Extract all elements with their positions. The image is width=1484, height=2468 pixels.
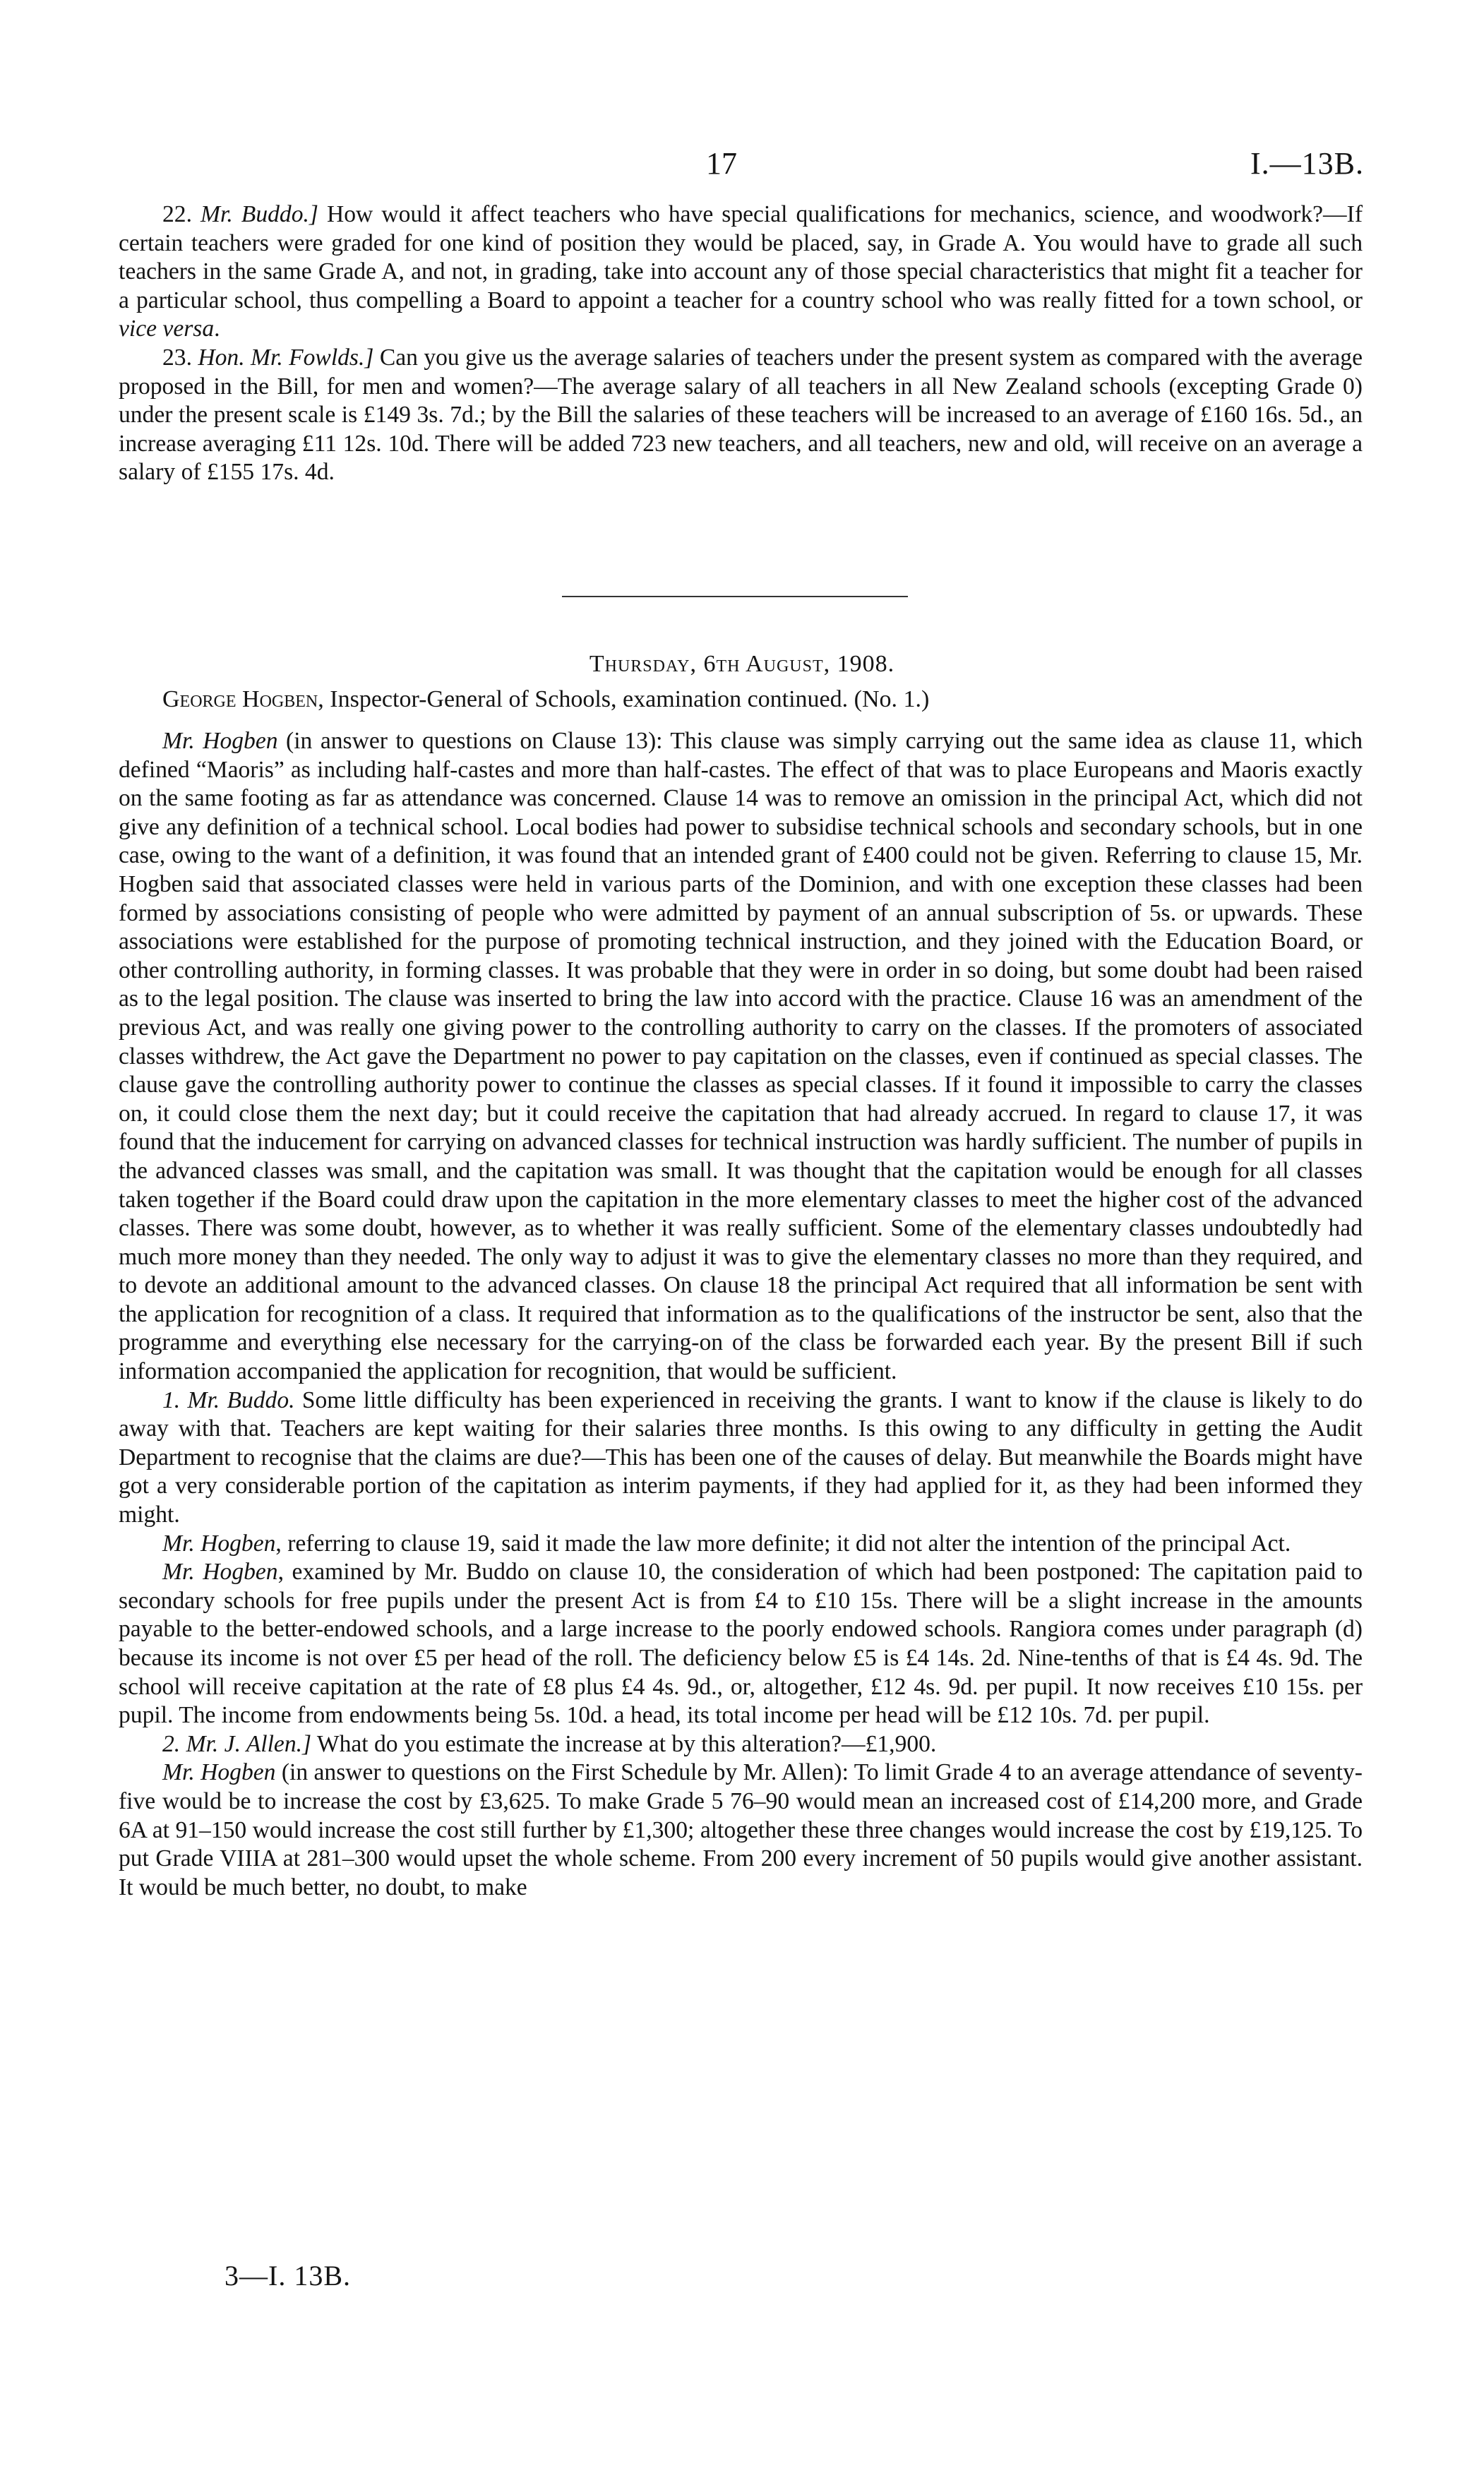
speaker-name: Mr. Hogben [162,1759,276,1786]
paragraph-text: How would it affect teachers who have special qualifications for mechanics, science, and woodwork?—If certain teachers were graded for one kind of position they would be placed, say, in Grade A. You would have to grade all such teachers in the same Grade A, and not, in grading, take into account any of those special characteristics that might fit a teacher for a particular school, thus compelling a Board to appoint a teacher for a country school who was really fitted for a town school, or [119,201,1363,313]
paragraph-text: What do you estimate the increase at by this alteration?—£1,900. [311,1730,937,1757]
latin-phrase: vice versa [119,316,215,342]
speaker-name: Mr. Buddo.] [201,201,318,227]
witness-heading [162,686,929,713]
paragraph-text: Some little difficulty has been experienced in receiving the grants. I want to know if the clause is likely to do away with that. Teachers are kept waiting for their salaries three months. Is this owing to any difficulty in getting the Audit Department to recognise that the claims are due?—This has been one of the causes of delay. But meanwhile the Boards might have got a very considerable portion of the capitation as interim payments, if they had applied for it, as they had been informed they might. [119,1386,1363,1528]
page-number: 17 [706,146,737,181]
paragraph-buddo-1 [119,1386,1363,1530]
speaker-name: Hon. Mr. Fowlds.] [198,344,374,371]
question-number: 22. [162,201,192,227]
speaker-name: Mr. Hogben [162,728,278,754]
section-divider [562,596,908,597]
paragraph-allen-2 [119,1730,1363,1759]
paragraph-hogben-clause10 [119,1558,1363,1730]
speaker-name: Mr. Hogben [162,1559,278,1586]
signature-mark: 3—I. 13B. [225,2260,351,2292]
speaker-name: 1. Mr. Buddo. [162,1386,295,1413]
paragraph-text: , referring to clause 19, said it made the law more definite; it did not alter the intention of the principal Act. [275,1530,1291,1557]
paragraph-q22 [119,200,1363,344]
paragraph-q23 [119,344,1363,487]
witness-name: George Hogben [162,686,318,712]
speaker-name: 2. Mr. J. Allen.] [162,1730,312,1757]
paragraph-text: , examined by Mr. Buddo on clause 10, the consideration of which had been postponed: The capitation paid to secondary schools for free pupils under the present Act is from £4 to £10 15s. There will be a slight increase in the amounts payable to the better-endowed schools, and a large increase to the poorly endowed schools. Rangiora comes under paragraph (d) because its income is not over £5 per head of the roll. The deficiency below £5 is £4 14s. 2d. Nine-tenths of that is £4 4s. 9d. The school will receive capitation at the rate of £8 plus £4 4s. 9d., or, altogether, £12 4s. 9d. per pupil. It now receives £10 15s. per pupil. The income from endowments being 5s. 10d. a head, its total income per head will be £12 10s. 7d. per pupil. [119,1559,1363,1729]
questions-block [119,200,1363,487]
paragraph-text: (in answer to questions on the First Schedule by Mr. Allen): To limit Grade 4 to an average attendance of seventy-five would be to increase the cost by £3,625. To make Grade 5 76–90 would mean an increased cost of £14,200 more, and Grade 6A at 91–150 would increase the cost still further by £1,300; altogether these three changes would increase the cost by £19,125. To put Grade VIIIA at 281–300 would upset the whole scheme. From 200 every increment of 50 pupils would give another assistant. It would be much better, no doubt, to make [119,1759,1363,1900]
section-date: Thursday, 6th August, 1908. [589,651,895,677]
examination-block [119,727,1363,1902]
paragraph-hogben-clause19 [119,1530,1363,1559]
question-number: 23. [162,344,192,371]
witness-role: , Inspector-General of Schools, examination continued. (No. 1.) [318,686,930,712]
paragraph-text: (in answer to questions on Clause 13): This clause was simply carrying out the same idea as clause 11, which defined “Maoris” as including half-castes and more than half-castes. The effect of that was to place Europeans and Maoris exactly on the same footing as far as attendance was concerned. Clause 14 was to remove an omission in the principal Act, which did not give any definition of a technical school. Local bodies had power to subsidise technical schools and secondary schools, but in one case, owing to the want of a definition, it was found that an intended grant of £400 could not be given. Referring to clause 15, Mr. Hogben said that associated classes were held in various parts of the Dominion, and with one exception these classes had been formed by associations consisting of people who were admitted by payment of an annual subscription of 5s. or upwards. These associations were established for the purpose of promoting technical instruction, and they joined with the Education Board, or other controlling authority, in forming classes. It was probable that they were in order in so doing, but some doubt had been raised as to the legal position. The clause was inserted to bring the law into accord with the practice. Clause 16 was an amendment of the previous Act, and was really one giving power to the controlling authority to carry on the classes. If the promoters of associated classes withdrew, the Act gave the Department no power to pay capitation on the classes, even if continued as special classes. The clause gave the controlling authority power to continue the classes as special classes. If it found it impossible to carry the classes on, it could close them the next day; but it could receive the capitation that had already accrued. In regard to clause 17, it was found that the inducement for carrying on advanced classes for technical instruction was hardly sufficient. The number of pupils in the advanced classes was small, and the capitation was small. It was thought that the capitation would be enough for all classes taken together if the Board could draw upon the capitation in the more elementary classes to meet the higher cost of the advanced classes. There was some doubt, however, as to whether it was really sufficient. Some of the elementary classes undoubtedly had much more money than they needed. The only way to adjust it was to give the elementary classes no more than they required, and to devote an additional amount to the advanced classes. On clause 18 the principal Act required that all information be sent with the application for recognition of a class. It required that information as to the qualifications of the instructor be sent, also that the programme and everything else necessary for the carrying-on of the class be forwarded each year. By the present Bill if such information accompanied the application for recognition, that would be sufficient. [119,728,1363,1385]
speaker-name: Mr. Hogben [162,1530,276,1557]
document-reference: I.—13B. [1250,146,1364,181]
paragraph-hogben-clauses [119,727,1363,1386]
paragraph-tail: . [214,316,220,342]
paragraph-text: Can you give us the average salaries of teachers under the present system as compared with the average proposed in the Bill, for men and women?—The average salary of all teachers in all New Zealand schools (excepting Grade 0) under the present scale is £149 3s. 7d.; by the Bill the salaries of these teachers will be increased to an average of £160 16s. 5d., an increase averaging £11 12s. 10d. There will be added 723 new teachers, and all teachers, new and old, will receive on an average a salary of £155 17s. 4d. [119,344,1363,486]
paragraph-hogben-schedule [119,1759,1363,1902]
